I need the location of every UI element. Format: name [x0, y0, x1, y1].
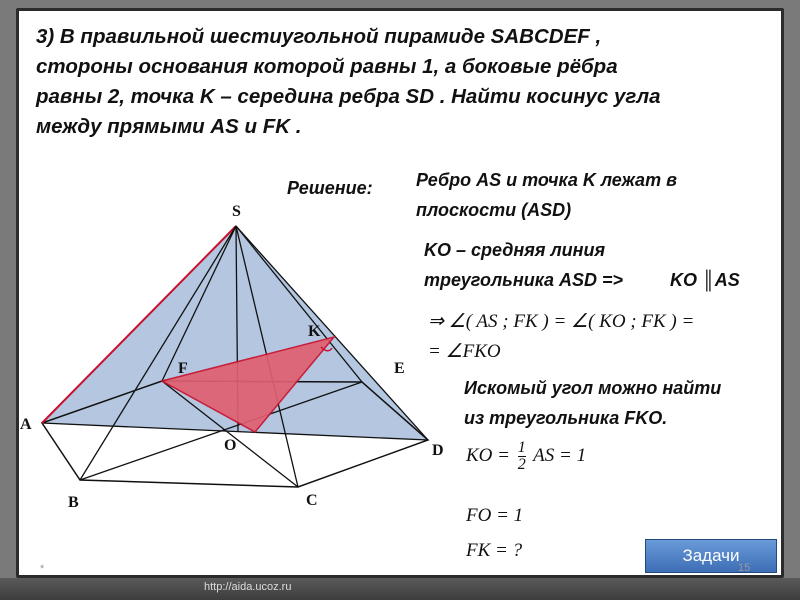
problem-line-3: равны 2, точка K – середина ребра SD . Найти косинус угла: [36, 85, 661, 108]
fraction-numerator: 1: [517, 439, 526, 456]
site-url[interactable]: http://aida.ucoz.ru: [204, 581, 292, 593]
label-s: S: [232, 203, 241, 220]
label-o: O: [224, 437, 237, 454]
footer-star: *: [40, 563, 45, 575]
problem-line-1: 3) В правильной шестиугольной пирамиде SABCDEF ,: [36, 25, 602, 48]
step1-line1: Ребро AS и точка K лежат в: [416, 170, 677, 190]
problem-line-2: стороны основания которой равны 1, а боковые рёбра: [36, 55, 618, 78]
problem-line-4: между прямыми AS и FK .: [36, 115, 302, 138]
ko-formula: [466, 440, 586, 473]
label-f: F: [178, 360, 188, 377]
fraction-denominator: 2: [517, 456, 526, 473]
label-b: B: [68, 494, 79, 511]
label-c: C: [306, 492, 318, 509]
ko-rhs: AS = 1: [533, 444, 587, 466]
angle-fko: = ∠FKO: [428, 341, 501, 362]
angle-equality: ⇒ ∠( AS ; FK ) = ∠( KO ; FK ) =: [428, 311, 695, 332]
fo-formula: FO = 1: [466, 505, 524, 526]
page-number: 15: [738, 562, 751, 574]
step4-line1: Искомый угол можно найти: [464, 378, 722, 398]
label-d: D: [432, 442, 444, 459]
label-e: E: [394, 360, 405, 377]
parallel-statement: KO ║AS: [670, 270, 740, 290]
solution-heading: Решение:: [287, 178, 373, 198]
label-k: K: [308, 323, 321, 340]
tasks-button[interactable]: Задачи: [645, 539, 777, 573]
step1-line2: плоскости (ASD): [416, 200, 572, 220]
step2-line1: KO – средняя линия: [424, 240, 606, 260]
step4-line2: из треугольника FKO.: [464, 408, 668, 428]
label-a: A: [20, 416, 32, 433]
fk-formula: FK = ?: [466, 540, 523, 561]
fraction-half: [518, 440, 526, 473]
step2-line2: треугольника ASD =>: [424, 270, 624, 290]
bottom-bar: [0, 578, 800, 600]
ko-lhs: KO =: [466, 444, 510, 466]
